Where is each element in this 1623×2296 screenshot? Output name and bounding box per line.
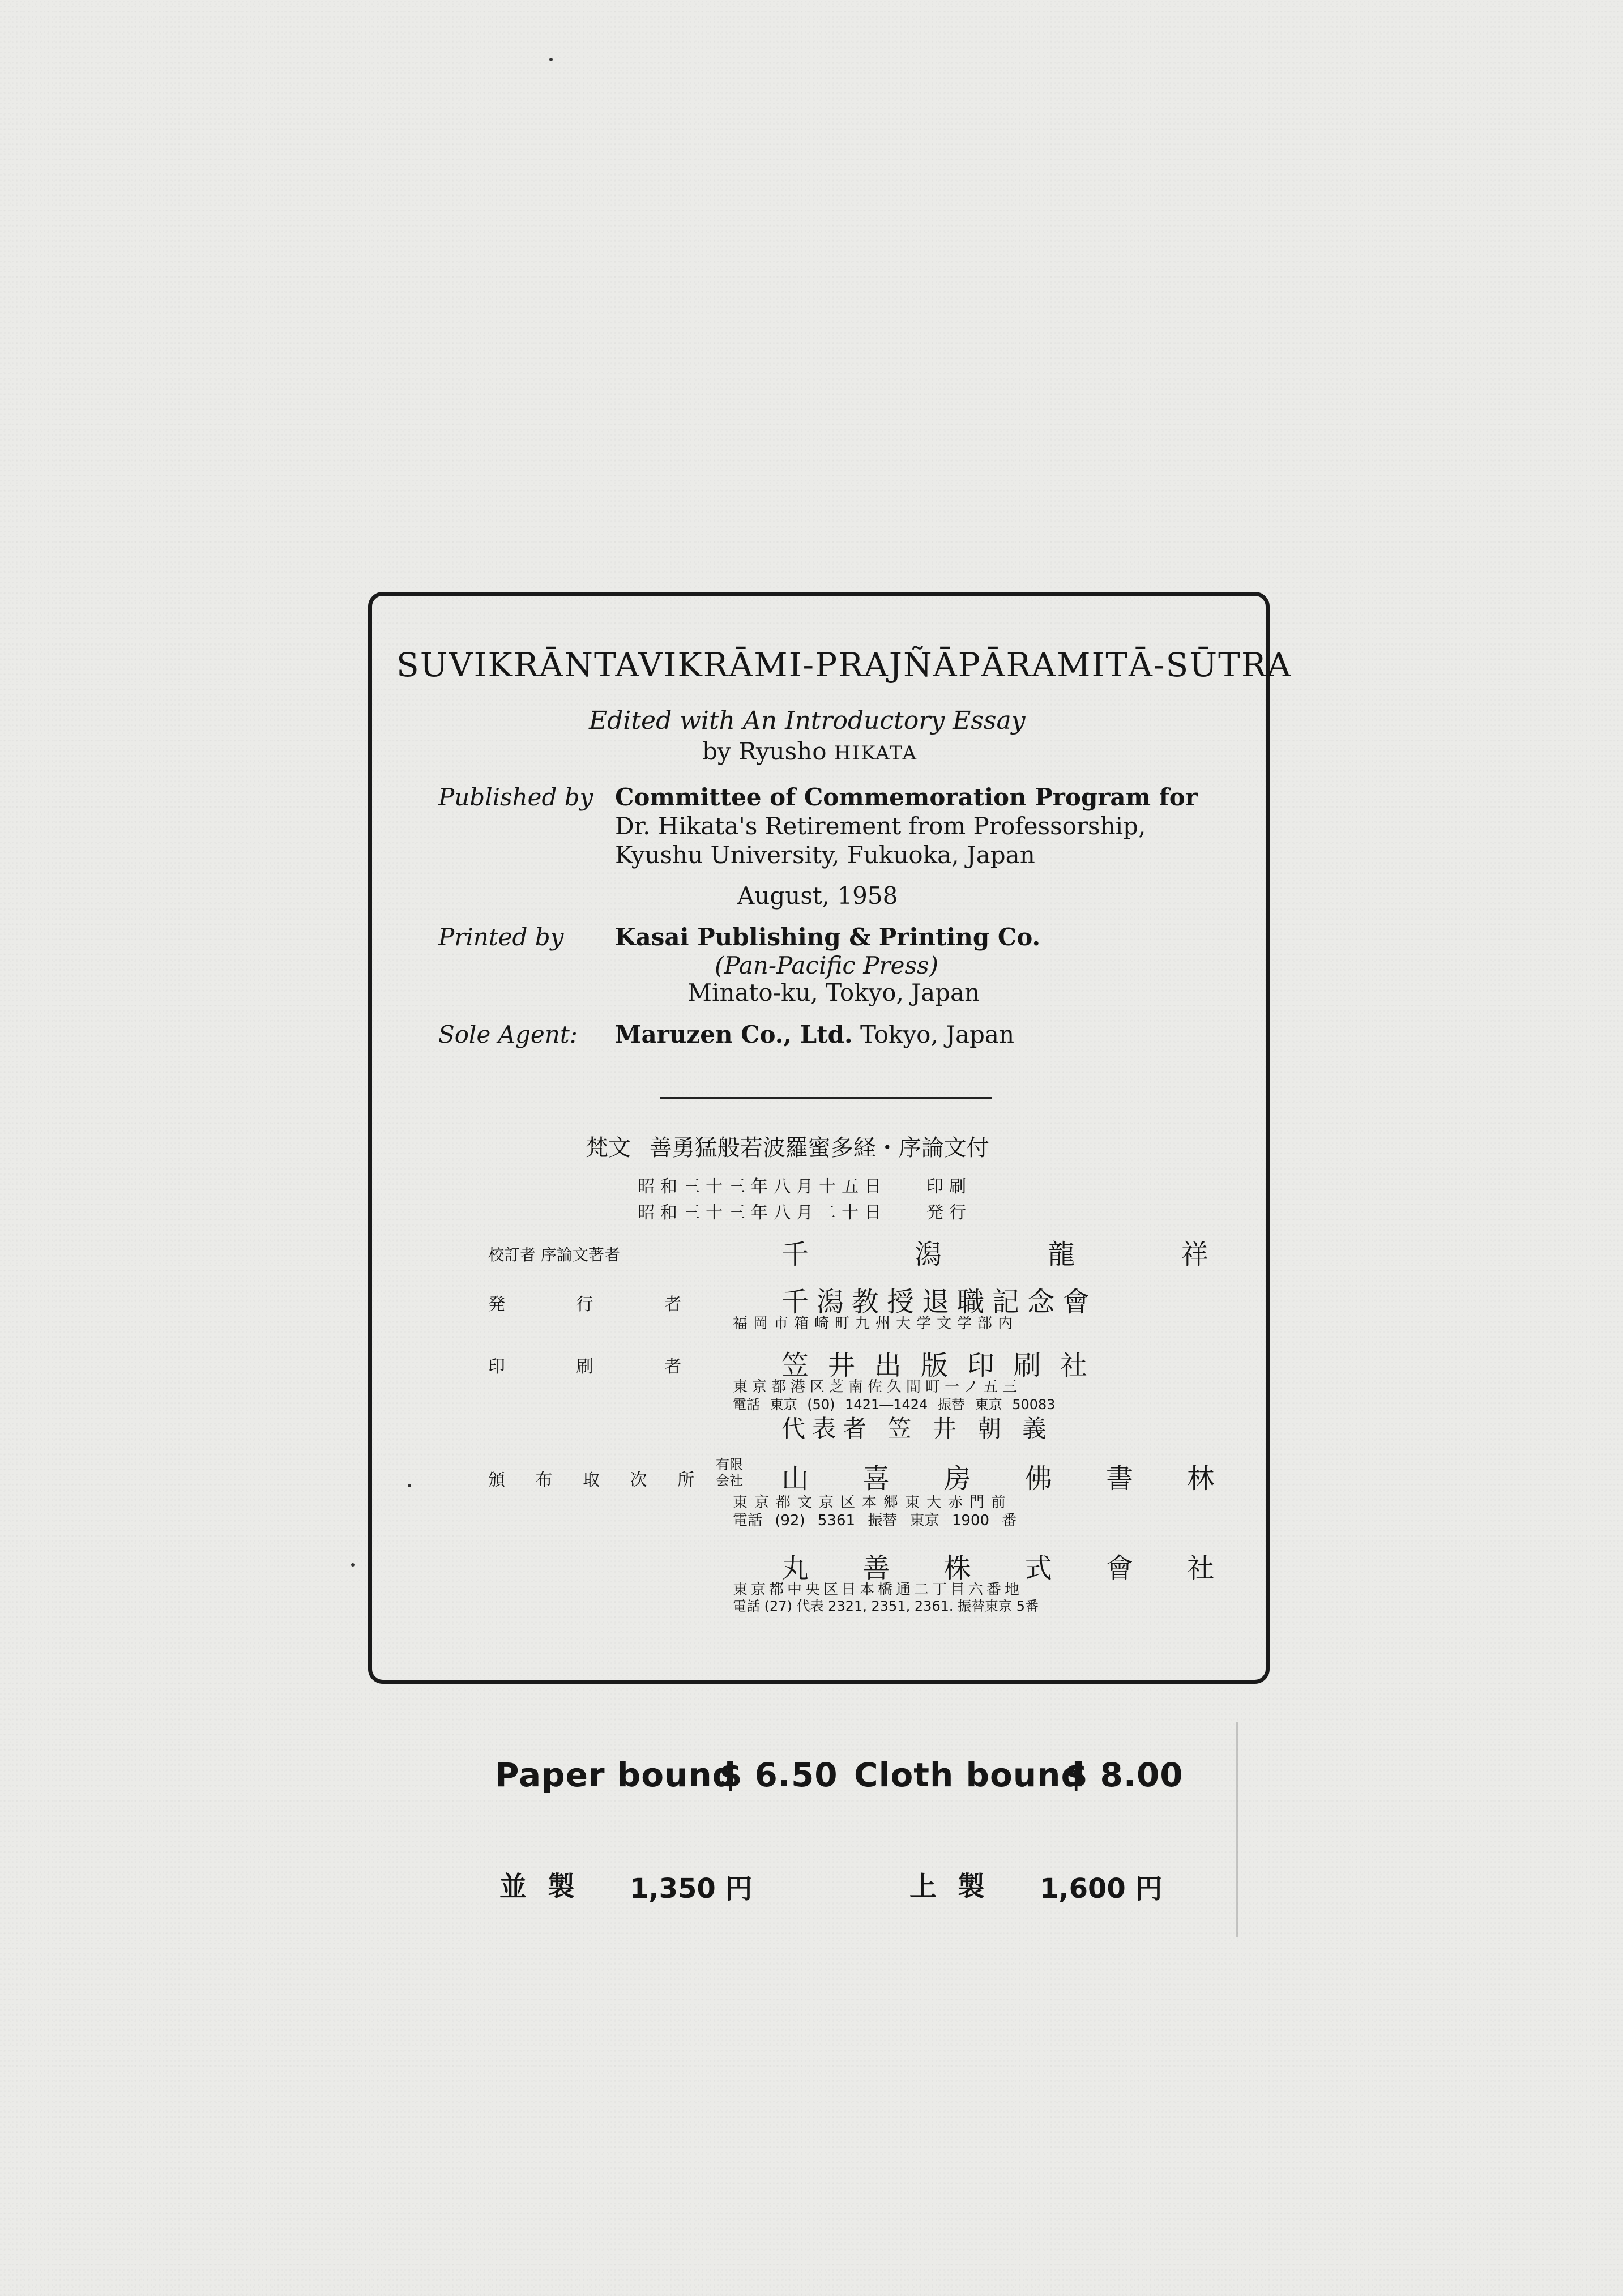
jp-distributor-prefix-1: 有限 (716, 1457, 743, 1473)
jp-printer-phone: 電話 東京 (50) 1421―1424 振替 東京 50083 (733, 1397, 1056, 1412)
divider-rule (660, 1097, 992, 1099)
printer-location: Minato-ku, Tokyo, Japan (687, 979, 980, 1006)
jp-title-prefix: 梵文 (586, 1135, 631, 1161)
jp-editor-label: 校訂者 序論文著者 (488, 1245, 620, 1264)
jp-paper-label: 並 製 (499, 1871, 580, 1902)
speck (408, 1484, 411, 1487)
jp-print-label: 印刷 (926, 1177, 972, 1197)
jp-printer-rep: 代表者 笠 井 朝 義 (781, 1415, 1053, 1443)
jp-publisher-label: 発 行 者 (488, 1295, 715, 1315)
printer-press: (Pan-Pacific Press) (715, 951, 938, 979)
jp-issue-date: 昭和三十三年八月二十日 (638, 1203, 887, 1223)
page-edge-line (1236, 1722, 1238, 1937)
cloth-bound-label: Cloth bound (854, 1756, 1085, 1794)
jp-printer-address: 東京都港区芝南佐久間町一ノ五三 (733, 1379, 1022, 1395)
paper-bound-price: $ 6.50 (719, 1756, 838, 1794)
jp-editor-name: 千 潟 龍 祥 (781, 1239, 1257, 1270)
editor-surname: HIKATA (834, 742, 918, 765)
paper-bound-label: Paper bound (495, 1756, 737, 1794)
jp-distributor1-name: 山 喜 房 佛 書 林 (781, 1463, 1237, 1495)
book-title: SUVIKRĀNTAVIKRĀMI-PRAJÑĀPĀRAMITĀ-SŪTRA (396, 646, 1292, 684)
published-line-1: Committee of Commemoration Program for (615, 783, 1198, 811)
editor-line (702, 737, 917, 765)
jp-paper-price: 1,350 円 (630, 1873, 753, 1905)
jp-printer-label: 印 刷 者 (488, 1357, 715, 1377)
jp-cloth-label: 上 製 (909, 1871, 990, 1902)
jp-title: 善勇猛般若波羅蜜多経・序論文付 (649, 1135, 989, 1161)
jp-cloth-price: 1,600 円 (1040, 1873, 1163, 1905)
edited-line: Edited with An Introductory Essay (589, 706, 1026, 735)
agent-location: Tokyo, Japan (860, 1021, 1015, 1048)
cloth-bound-price: $ 8.00 (1065, 1756, 1184, 1794)
published-line-2: Dr. Hikata's Retirement from Professorship, (615, 812, 1146, 840)
jp-publisher-address: 福岡市箱崎町九州大学文学部内 (733, 1315, 1019, 1332)
jp-distributor2-phone: 電話 (27) 代表 2321, 2351, 2361. 振替東京 5番 (733, 1598, 1039, 1614)
speck (549, 58, 553, 61)
published-label: Published by (438, 783, 593, 811)
jp-issue-label: 発行 (926, 1203, 972, 1223)
printer-name: Kasai Publishing & Printing Co. (615, 923, 1041, 951)
jp-distributor1-address: 東京都文京区本郷東大赤門前 (733, 1494, 1013, 1511)
jp-title-line (586, 1130, 989, 1162)
editor-prefix: by Ryusho (702, 737, 827, 765)
jp-printer-name: 笠井出版印刷社 (781, 1350, 1107, 1381)
publication-date: August, 1958 (737, 882, 898, 910)
jp-publisher-name: 千潟教授退職記念會 (781, 1286, 1098, 1318)
speck (351, 1563, 355, 1567)
printed-label: Printed by (438, 923, 564, 951)
agent-label: Sole Agent: (438, 1021, 578, 1048)
jp-distributor-prefix-2: 会社 (716, 1473, 743, 1488)
agent-name: Maruzen Co., Ltd. (615, 1021, 853, 1048)
jp-distributor2-name: 丸 善 株 式 會 社 (781, 1552, 1237, 1584)
jp-distributor1-phone: 電話 (92) 5361 振替 東京 1900 番 (733, 1512, 1017, 1529)
published-line-3: Kyushu University, Fukuoka, Japan (615, 841, 1035, 869)
jp-distributor-label: 頒 布 取 次 所 (488, 1470, 707, 1490)
jp-distributor2-address: 東京都中央区日本橋通二丁目六番地 (733, 1581, 1023, 1598)
jp-print-date: 昭和三十三年八月十五日 (638, 1177, 887, 1197)
